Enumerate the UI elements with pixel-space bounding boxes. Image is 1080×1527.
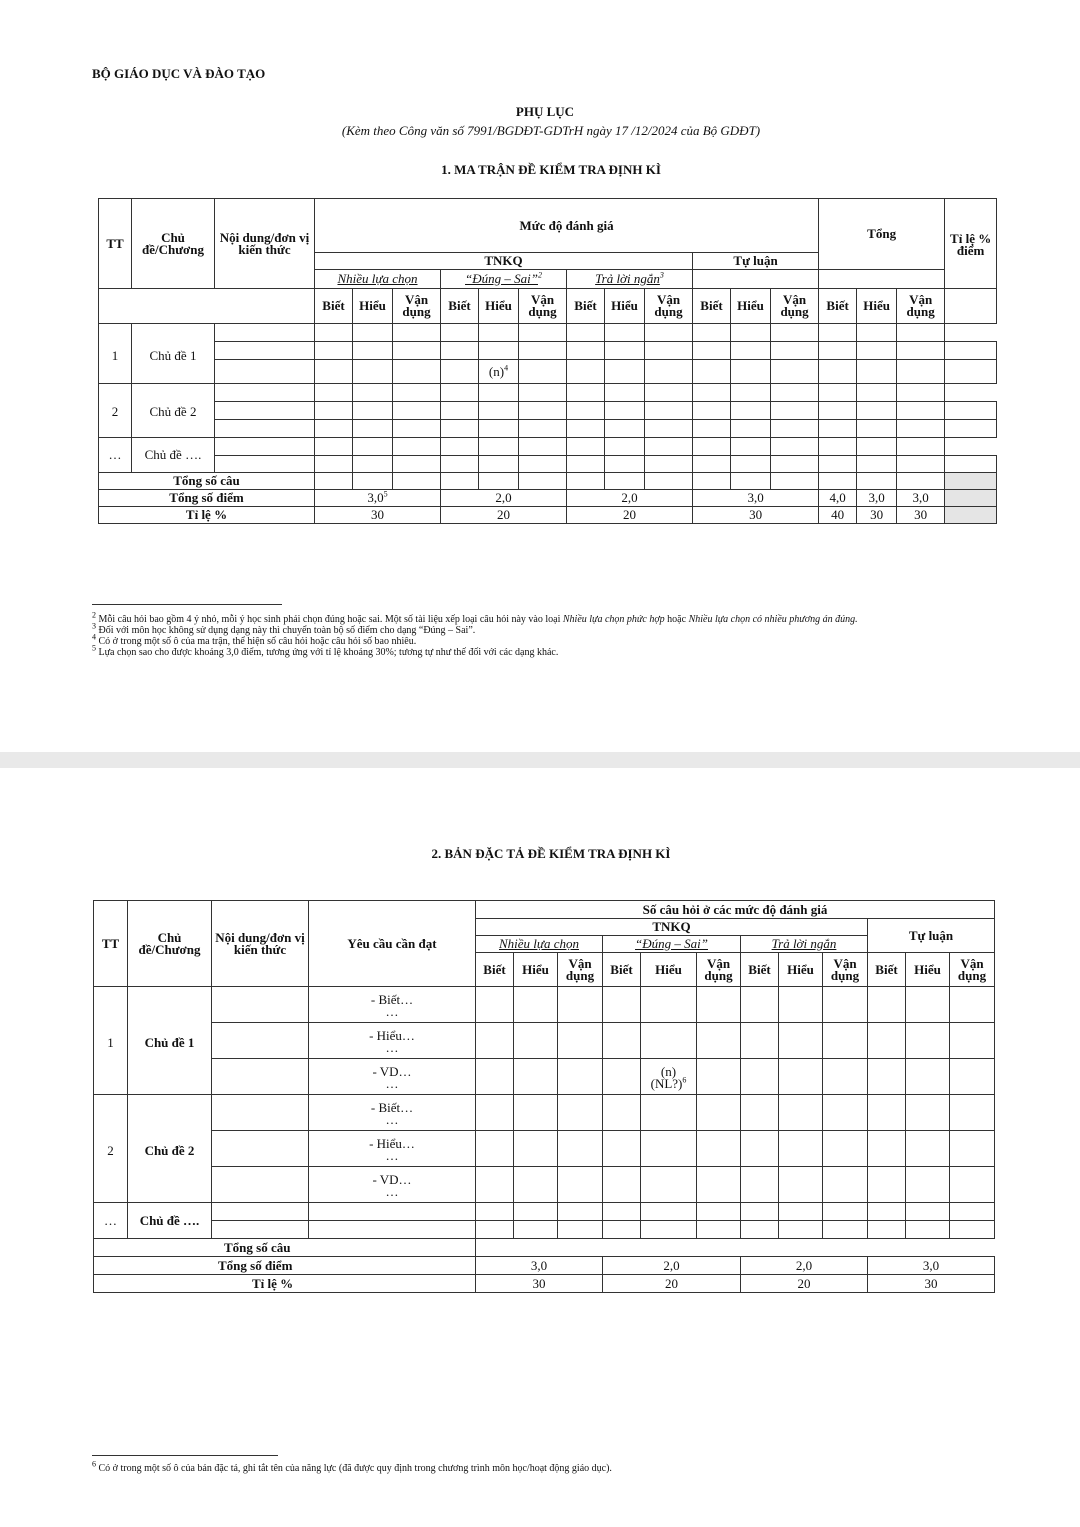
total-points-label: Tổng số điểm <box>94 1257 476 1275</box>
level-van-dung: Vận dụng <box>558 953 603 987</box>
requirement-text: - Biết… <box>370 992 414 1007</box>
footnote-text: Lựa chọn sao cho được khoảng 3,0 điểm, tương ứng với tỉ lệ khoảng 30%; tương tự như thế đối với các dạng khác. <box>96 647 559 658</box>
cell-nl <box>643 1075 694 1091</box>
level-hieu: Hiểu <box>514 953 558 987</box>
row-tt: 1 <box>94 987 128 1095</box>
level-hieu: Hiểu <box>779 953 823 987</box>
level-biet: Biết <box>741 953 779 987</box>
points-tl: 3,0 <box>868 1257 995 1275</box>
requirement-dots: … <box>385 1148 399 1163</box>
footnote-ref-6: 6 <box>682 1075 687 1085</box>
points-nlc: 3,0 <box>476 1257 603 1275</box>
points-ds: 2,0 <box>441 490 567 507</box>
total-questions-label: Tổng số câu <box>94 1239 476 1257</box>
footnote-2 <box>92 610 992 625</box>
footnote-text-italic: Nhiều lựa chọn có nhiều phương án đúng. <box>688 614 858 625</box>
points-total-biet: 4,0 <box>819 490 857 507</box>
requirement-dots: … <box>385 1184 399 1199</box>
header-tnkq: TNKQ <box>476 919 868 936</box>
requirement-text: - Hiểu… <box>369 1136 415 1151</box>
requirement-biet <box>309 1095 476 1131</box>
row-tt: 1 <box>99 324 132 384</box>
header-noi-dung: Nội dung/đơn vị kiến thức <box>212 901 309 987</box>
level-hieu: Hiểu <box>906 953 950 987</box>
ratio-ds: 20 <box>441 507 567 524</box>
level-van-dung: Vận dụng <box>823 953 868 987</box>
requirement-biet <box>309 987 476 1023</box>
points-nlc-text: 3,0 <box>367 490 384 505</box>
footnote-ref-4: 4 <box>504 363 509 373</box>
specification-table <box>93 900 995 1293</box>
header-nlc <box>476 936 603 953</box>
matrix-table <box>98 198 997 524</box>
level-van-dung: Vận dụng <box>771 289 819 324</box>
footnote-separator <box>92 1455 278 1456</box>
footnote-text: hoặc <box>664 614 689 625</box>
ratio-tl: 30 <box>693 507 819 524</box>
ratio-ds: 20 <box>603 1275 741 1293</box>
footnote-num: 3 <box>92 621 96 631</box>
level-hieu: Hiểu <box>857 289 897 324</box>
level-van-dung: Vận dụng <box>645 289 693 324</box>
row-topic-name: Chủ đề 1 <box>128 987 212 1095</box>
header-tt: TT <box>99 199 132 289</box>
header-nlc <box>315 270 441 289</box>
ratio-total-hieu: 30 <box>857 507 897 524</box>
footnote-ref-3: 3 <box>659 270 664 280</box>
points-total-hieu: 3,0 <box>857 490 897 507</box>
total-points-label: Tổng số điểm <box>99 490 315 507</box>
cell-n-nl <box>641 1059 697 1095</box>
ratio-nlc: 30 <box>315 507 441 524</box>
level-biet: Biết <box>819 289 857 324</box>
cell-nl-text: (NL?) <box>650 1076 683 1091</box>
points-tln: 2,0 <box>741 1257 868 1275</box>
total-questions-label: Tổng số câu <box>99 473 315 490</box>
ratio-tln: 20 <box>567 507 693 524</box>
requirement-text: - VD… <box>372 1064 412 1079</box>
level-ti-le-blank <box>945 289 997 324</box>
page-1 <box>0 0 1080 752</box>
level-biet: Biết <box>603 953 641 987</box>
footnote-3 <box>92 621 992 636</box>
footnote-separator <box>92 604 282 605</box>
level-hieu: Hiểu <box>641 953 697 987</box>
cell-n-text: (n) <box>660 1064 677 1079</box>
header-tu-luan: Tự luận <box>868 919 995 953</box>
ratio-tl: 30 <box>868 1275 995 1293</box>
header-tln <box>567 270 693 289</box>
header-so-cau: Số câu hỏi ở các mức độ đánh giá <box>476 901 995 919</box>
footnote-ref-2: 2 <box>537 270 542 280</box>
level-row-lead <box>99 289 315 324</box>
section-2-title: 2. BẢN ĐẶC TẢ ĐỀ KIỂM TRA ĐỊNH KÌ <box>431 846 671 861</box>
level-hieu: Hiểu <box>479 289 519 324</box>
footnote-num: 6 <box>92 1459 96 1469</box>
requirement-dots: … <box>385 1004 399 1019</box>
requirement-text: - Hiểu… <box>369 1028 415 1043</box>
page-2 <box>0 768 1080 1527</box>
header-nlc-text: Nhiều lựa chọn <box>337 271 418 286</box>
total-ratio-label: Tỉ lệ % <box>99 507 315 524</box>
requirement-text: - VD… <box>372 1172 412 1187</box>
header-nlc-text: Nhiều lựa chọn <box>498 936 580 951</box>
footnote-num: 4 <box>92 632 96 642</box>
row-tt: … <box>99 438 132 473</box>
header-ti-le: Tỉ lệ % điểm <box>945 199 997 289</box>
section-1-title: 1. MA TRẬN ĐỀ KIỂM TRA ĐỊNH KÌ <box>441 162 661 177</box>
level-van-dung: Vận dụng <box>697 953 741 987</box>
header-chu-de: Chủ đề/Chương <box>128 901 212 987</box>
shaded-cell <box>945 507 997 524</box>
header-tl-blank <box>693 270 819 289</box>
footnotes-1 <box>92 610 992 658</box>
header-tt: TT <box>94 901 128 987</box>
requirement-dots: … <box>385 1112 399 1127</box>
ministry-heading: BỘ GIÁO DỤC VÀ ĐÀO TẠO <box>92 66 266 81</box>
footnote-text: Có ở trong một số ô của ma trận, thể hiện số câu hỏi hoặc câu hỏi số bao nhiêu. <box>96 636 417 647</box>
level-van-dung: Vận dụng <box>950 953 995 987</box>
header-tong-blank <box>819 270 945 289</box>
ratio-nlc: 30 <box>476 1275 603 1293</box>
header-ds <box>603 936 741 953</box>
footnote-text: Có ở trong một số ô của bản đặc tả, ghi tắt tên của năng lực (đã được quy định trong chương trình môn học/hoạt động giáo dục). <box>96 1463 612 1474</box>
footnote-text: Đối với môn học không sử dụng dạng này thì chuyển toàn bộ số điểm cho dạng “Đúng – Sai”. <box>96 625 476 636</box>
level-hieu: Hiểu <box>353 289 393 324</box>
level-van-dung: Vận dụng <box>393 289 441 324</box>
requirement-hieu <box>309 1131 476 1167</box>
footnote-num: 2 <box>92 610 96 620</box>
requirement-vd <box>309 1167 476 1203</box>
footnotes-2 <box>92 1459 992 1474</box>
level-hieu: Hiểu <box>731 289 771 324</box>
level-van-dung: Vận dụng <box>897 289 945 324</box>
requirement-dots: … <box>385 1076 399 1091</box>
row-topic-name: Chủ đề 2 <box>128 1095 212 1203</box>
appendix-title: PHỤ LỤC <box>515 104 575 119</box>
cell-n <box>479 360 519 384</box>
row-topic-name: Chủ đề …. <box>132 438 215 473</box>
points-total-van-dung: 3,0 <box>897 490 945 507</box>
header-ds <box>441 270 567 289</box>
points-ds: 2,0 <box>603 1257 741 1275</box>
shaded-cell <box>945 490 997 507</box>
row-topic-name: Chủ đề 1 <box>132 324 215 384</box>
row-tt: 2 <box>99 384 132 438</box>
appendix-subtitle: (Kèm theo Công văn số 7991/BGDĐT-GDTrH ngày 17 /12/2024 của Bộ GDĐT) <box>341 123 761 138</box>
ratio-tln: 20 <box>741 1275 868 1293</box>
header-chu-de: Chủ đề/Chương <box>132 199 215 289</box>
header-tnkq: TNKQ <box>315 253 693 270</box>
row-tt: … <box>94 1203 128 1239</box>
level-biet: Biết <box>693 289 731 324</box>
header-ds-text: “Đúng – Sai” <box>465 271 538 286</box>
footnote-5 <box>92 643 992 658</box>
requirement-vd <box>309 1059 476 1095</box>
row-topic-name: Chủ đề 2 <box>132 384 215 438</box>
points-tln: 2,0 <box>567 490 693 507</box>
level-biet: Biết <box>441 289 479 324</box>
shaded-cell <box>945 473 997 490</box>
header-ds-text: “Đúng – Sai” <box>635 936 708 951</box>
level-biet: Biết <box>315 289 353 324</box>
footnote-text-italic: Nhiều lựa chọn phức hợp <box>562 614 665 625</box>
points-tl: 3,0 <box>693 490 819 507</box>
row-topic-name: Chủ đề …. <box>128 1203 212 1239</box>
requirement-dots: … <box>385 1040 399 1055</box>
level-van-dung: Vận dụng <box>519 289 567 324</box>
header-tln <box>741 936 868 953</box>
footnote-4 <box>92 632 992 647</box>
total-ratio-label: Tỉ lệ % <box>94 1275 476 1293</box>
level-biet: Biết <box>476 953 514 987</box>
header-tln-text: Trả lời ngắn <box>595 271 660 286</box>
header-tu-luan: Tự luận <box>693 253 819 270</box>
requirement-hieu <box>309 1023 476 1059</box>
ratio-total-van-dung: 30 <box>897 507 945 524</box>
header-muc-do: Mức độ đánh giá <box>315 199 819 253</box>
header-tln-text: Trả lời ngắn <box>771 936 837 951</box>
header-noi-dung: Nội dung/đơn vị kiến thức <box>215 199 315 289</box>
header-yeu-cau: Yêu cầu cần đạt <box>309 901 476 987</box>
level-biet: Biết <box>868 953 906 987</box>
level-biet: Biết <box>567 289 605 324</box>
footnote-6 <box>92 1459 992 1474</box>
cell-n-text: (n) <box>488 363 505 379</box>
row-tt: 2 <box>94 1095 128 1203</box>
ratio-total-biet: 40 <box>819 507 857 524</box>
footnote-ref-5: 5 <box>383 489 388 499</box>
footnote-num: 5 <box>92 643 96 653</box>
points-nlc <box>315 490 441 507</box>
header-tong: Tổng <box>819 199 945 270</box>
footnote-text: Mỗi câu hỏi bao gồm 4 ý nhỏ, mỗi ý học sinh phải chọn đúng hoặc sai. Một số tài liệu xếp loại câu hỏi này vào loại <box>96 614 563 625</box>
level-hieu: Hiểu <box>605 289 645 324</box>
requirement-text: - Biết… <box>370 1100 414 1115</box>
